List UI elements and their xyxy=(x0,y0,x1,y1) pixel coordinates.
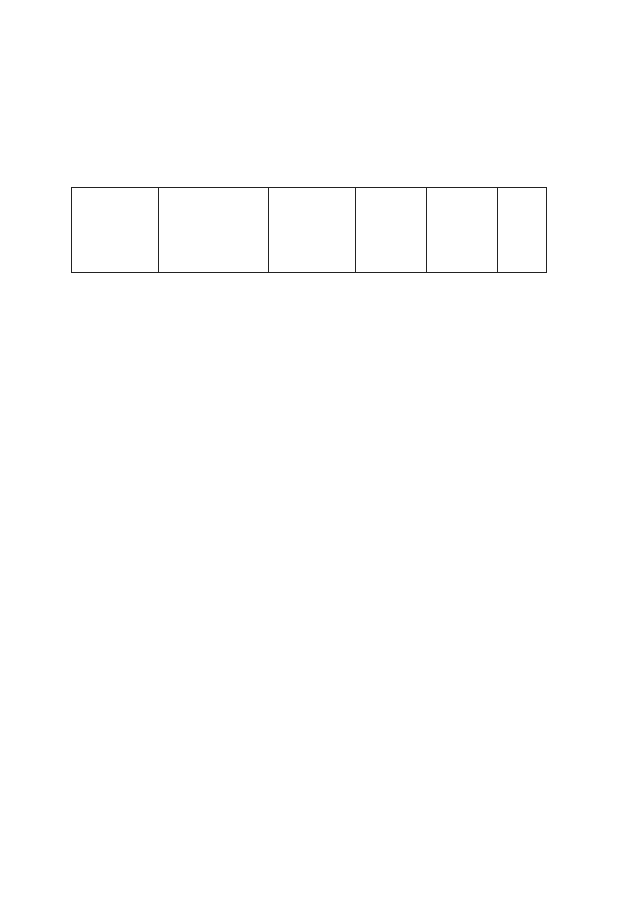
header-sale-amount xyxy=(269,188,356,273)
table-header-row xyxy=(72,188,547,273)
header-registration xyxy=(159,188,269,273)
header-limit-amount xyxy=(356,188,427,273)
fuel-cost-table xyxy=(71,187,547,273)
header-claim-amount xyxy=(427,188,498,273)
header-remarks xyxy=(498,188,547,273)
section-heading xyxy=(80,172,94,185)
document-title xyxy=(0,90,630,104)
header-sale-date xyxy=(72,188,159,273)
